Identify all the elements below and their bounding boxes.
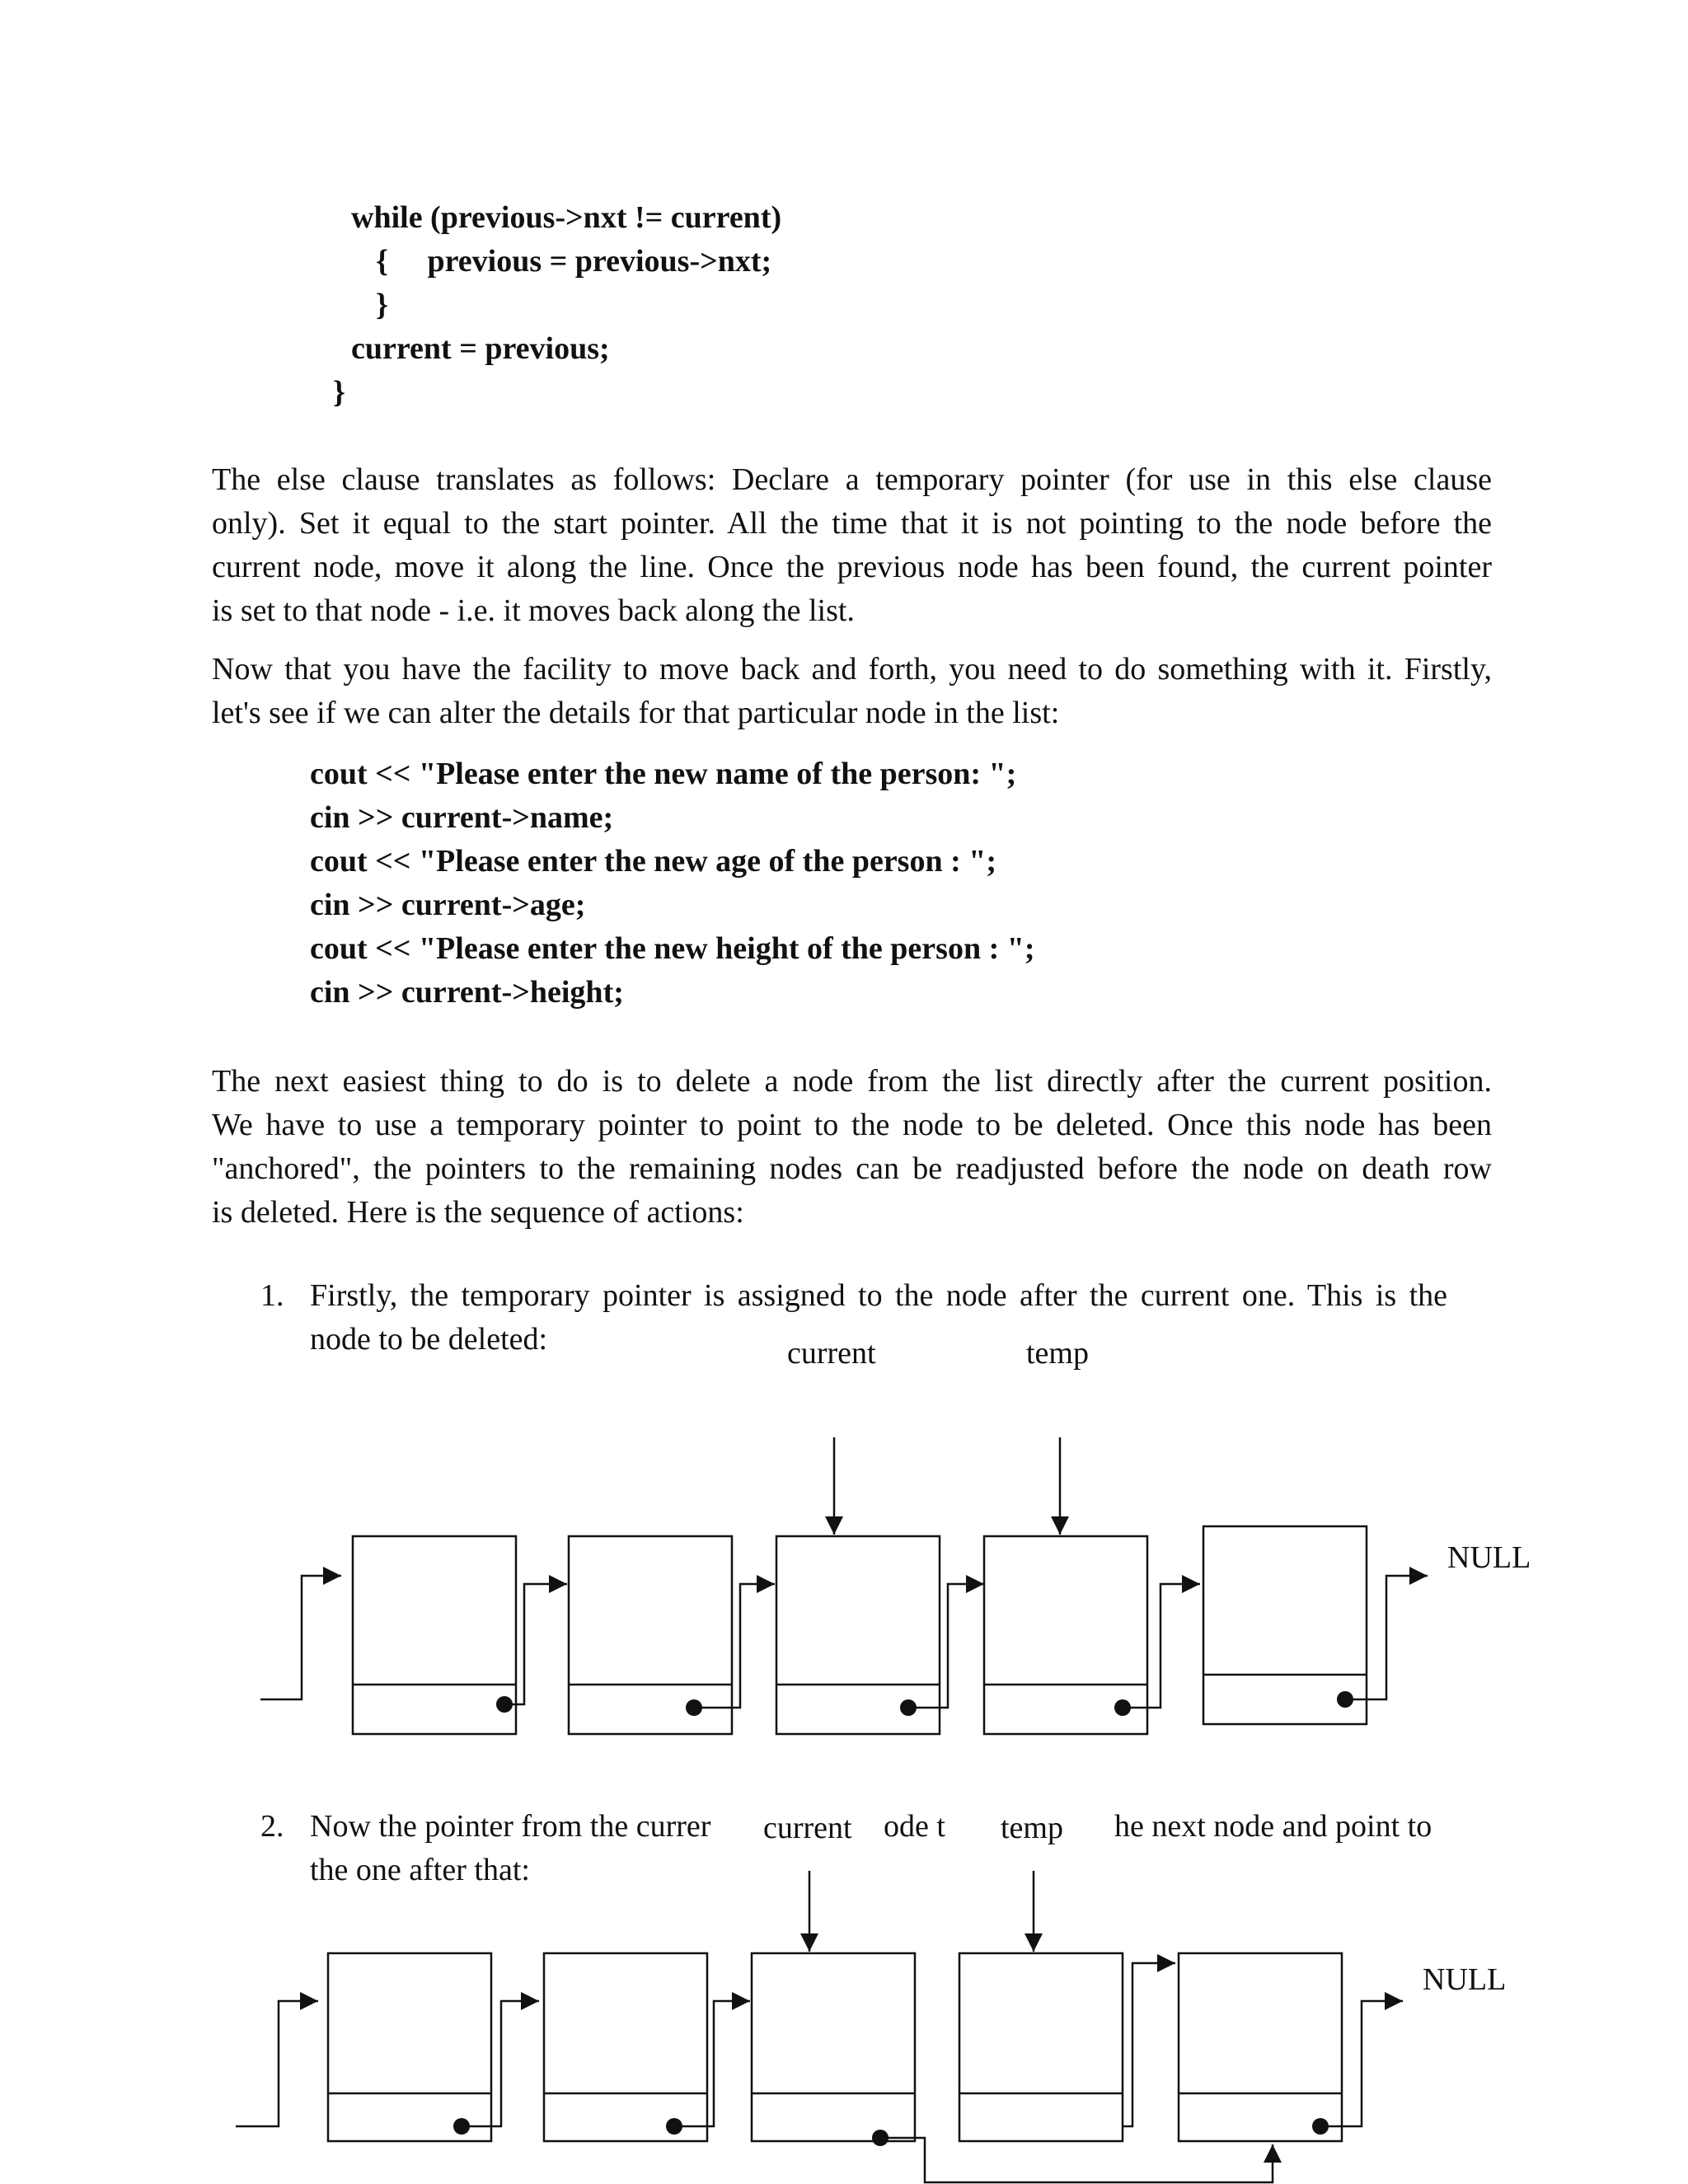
list-node-5	[1179, 1953, 1342, 2141]
node-5-null-arrow	[1320, 2001, 1403, 2126]
node-4-next-arrow	[1123, 1963, 1175, 2126]
paragraph-else-clause	[212, 458, 1492, 633]
list-node-1	[328, 1953, 491, 2141]
diagram-1-null-label: NULL	[1447, 1540, 1531, 1575]
code-mid-line-4: cin >> current->age;	[310, 888, 586, 922]
paragraph-line: We have to use a temporary pointer to point to the node to be deleted. Once this node has been	[212, 1108, 1492, 1142]
node-1-next-arrow	[504, 1584, 567, 1704]
paragraph-line: Now that you have the facility to move back and forth, you need to do something with it. Firstly,	[212, 652, 1492, 687]
paragraph-line: is deleted. Here is the sequence of actions:	[212, 1195, 744, 1230]
paragraph-line: "anchored", the pointers to the remaining nodes can be readjusted before the node on death row	[212, 1151, 1492, 1186]
paragraph-line: The else clause translates as follows: Declare a temporary pointer (for use in this else clause	[212, 462, 1492, 497]
list-node-temp	[959, 1953, 1123, 2141]
step-2-line-2: the one after that:	[310, 1853, 530, 1887]
node-5-pointer-dot	[1337, 1691, 1353, 1708]
diagram-2-temp-label: temp	[989, 1810, 1075, 1846]
step-2-number: 2.	[260, 1809, 284, 1844]
step-2-line-1b: ode t	[884, 1809, 945, 1844]
list-node-2	[569, 1536, 732, 1734]
list-node-current	[752, 1953, 915, 2141]
paragraph-line: let's see if we can alter the details for that particular node in the list:	[212, 696, 1060, 730]
node-2-next-arrow	[674, 2001, 750, 2126]
linked-list-diagram-1	[0, 1401, 1688, 1764]
node-4-pointer-dot	[1114, 1699, 1131, 1716]
diagram-2-current-label: current	[757, 1810, 859, 1846]
node-1-pointer-dot	[453, 2118, 470, 2135]
step-2-line-1a: Now the pointer from the currer	[310, 1809, 711, 1844]
code-top-line-2: { previous = previous->nxt;	[376, 244, 772, 279]
step-1-line-1: Firstly, the temporary pointer is assigned to the node after the current one. This is the	[310, 1278, 1447, 1313]
paragraph-line: The next easiest thing to do is to delete a node from the list directly after the current position.	[212, 1064, 1492, 1099]
diagram-2-null-label: NULL	[1423, 1962, 1507, 1997]
step-1-text	[310, 1274, 1447, 1361]
step-1-line-2: node to be deleted:	[310, 1322, 548, 1357]
paragraph-delete-node	[212, 1060, 1492, 1235]
paragraph-line: only). Set it equal to the start pointer. All the time that it is not pointing to the node before the	[212, 506, 1492, 541]
node-5-null-arrow	[1345, 1576, 1428, 1699]
node-3-next-arrow	[908, 1584, 984, 1708]
list-node-2	[544, 1953, 707, 2141]
node-1-next-arrow	[462, 2001, 539, 2126]
list-node-1	[353, 1536, 516, 1734]
step-2-line-1c: he next node and point to	[1114, 1809, 1432, 1844]
code-mid-line-1: cout << "Please enter the new name of the person: ";	[310, 757, 1017, 791]
start-pointer-arrow	[236, 2001, 318, 2126]
node-4-next-arrow	[1123, 1584, 1200, 1708]
node-2-pointer-dot	[686, 1699, 702, 1716]
code-top-line-4: current = previous;	[351, 331, 610, 366]
node-1-pointer-dot	[496, 1696, 513, 1713]
diagram-1-temp-label: temp	[1026, 1336, 1089, 1371]
step-1-number: 1.	[260, 1278, 284, 1313]
paragraph-line: current node, move it along the line. Once the previous node has been found, the current pointer	[212, 550, 1492, 584]
start-pointer-arrow	[260, 1576, 341, 1699]
paragraph-line: is set to that node - i.e. it moves back along the list.	[212, 593, 855, 628]
node-2-pointer-dot	[666, 2118, 682, 2135]
paragraph-move-back-forth	[212, 648, 1492, 735]
code-top-line-1: while (previous->nxt != current)	[351, 200, 782, 235]
code-mid-line-6: cin >> current->height;	[310, 975, 624, 1010]
node-3-pointer-dot	[900, 1699, 917, 1716]
code-mid-line-3: cout << "Please enter the new age of the person : ";	[310, 844, 997, 879]
node-5-pointer-dot	[1312, 2118, 1329, 2135]
current-redirected-next-arrow	[880, 2138, 1273, 2182]
node-3-pointer-dot	[872, 2130, 889, 2146]
linked-list-diagram-2	[0, 1863, 1688, 2184]
code-mid-line-2: cin >> current->name;	[310, 800, 614, 835]
code-top-line-3: }	[376, 288, 388, 322]
code-mid-line-5: cout << "Please enter the new height of the person : ";	[310, 931, 1035, 966]
diagram-1-current-label: current	[787, 1336, 876, 1371]
code-top-line-5: }	[333, 375, 345, 410]
node-2-next-arrow	[694, 1584, 775, 1708]
